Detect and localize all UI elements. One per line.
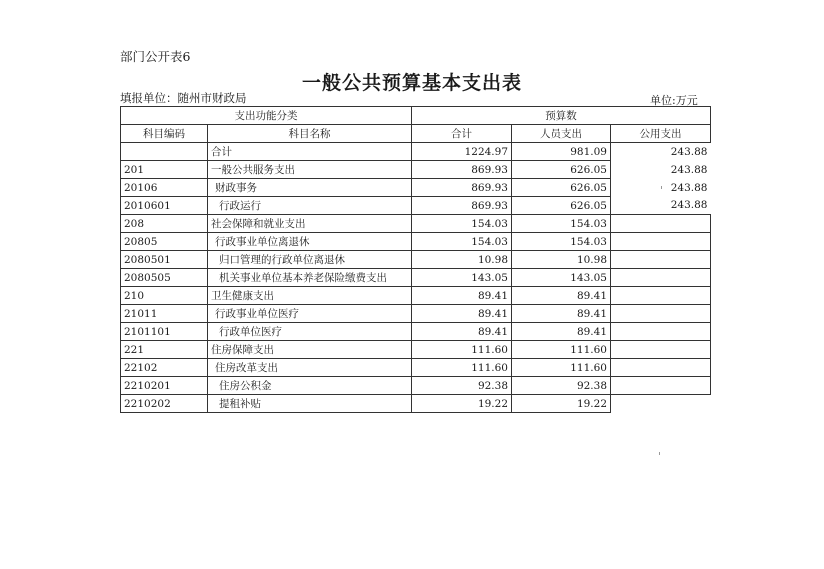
code-cell: 2010601 — [121, 197, 208, 215]
total-cell: 92.38 — [412, 377, 512, 395]
table-row — [121, 143, 711, 161]
code-cell: 2101101 — [121, 323, 208, 341]
personnel-cell: 143.05 — [512, 269, 611, 287]
code-cell: 2210201 — [121, 377, 208, 395]
personnel-cell: 89.41 — [512, 287, 611, 305]
total-cell: 111.60 — [412, 341, 512, 359]
personnel-cell: 19.22 — [512, 395, 611, 413]
personnel-cell: 626.05 — [512, 197, 611, 215]
table-row — [121, 305, 711, 323]
name-cell: 提租补贴 — [208, 395, 412, 413]
public-cell: 243.88 — [670, 163, 708, 176]
public-cell — [611, 305, 711, 323]
total-cell: 1224.97 — [412, 143, 512, 161]
document-label: 部门公开表6 — [120, 49, 191, 64]
total-cell: 89.41 — [412, 323, 512, 341]
personnel-cell: 89.41 — [512, 323, 611, 341]
public-cell: 243.88 — [670, 181, 708, 194]
table-row — [121, 179, 711, 197]
name-cell: 住房公积金 — [208, 377, 412, 395]
header-budget: 预算数 — [412, 107, 711, 125]
name-cell: 行政事业单位离退休 — [208, 233, 412, 251]
header-row-2 — [121, 125, 711, 143]
total-cell: 154.03 — [412, 215, 512, 233]
scan-speck — [659, 452, 660, 455]
public-cell — [611, 341, 711, 359]
total-cell: 89.41 — [412, 287, 512, 305]
table-row — [121, 287, 711, 305]
public-cell — [611, 251, 711, 269]
name-cell: 归口管理的行政单位离退休 — [208, 251, 412, 269]
public-cell: 243.88 — [670, 145, 708, 158]
header-public: 公用支出 — [611, 125, 711, 143]
total-cell: 869.93 — [412, 179, 512, 197]
unit-label: 单位:万元 — [650, 94, 698, 107]
total-cell: 89.41 — [412, 305, 512, 323]
header-row-1 — [121, 107, 711, 125]
name-cell: 财政事务 — [208, 179, 412, 197]
public-cell — [611, 287, 711, 305]
scan-speck — [661, 186, 662, 189]
total-cell: 111.60 — [412, 359, 512, 377]
total-cell: 143.05 — [412, 269, 512, 287]
public-cell — [611, 233, 711, 251]
name-cell: 行政单位医疗 — [208, 323, 412, 341]
code-cell: 2080505 — [121, 269, 208, 287]
filling-unit: 填报单位：随州市财政局 — [120, 91, 247, 105]
code-cell: 2210202 — [121, 395, 208, 413]
table-row — [121, 341, 711, 359]
table-row — [121, 215, 711, 233]
name-cell: 行政运行 — [208, 197, 412, 215]
name-cell: 社会保障和就业支出 — [208, 215, 412, 233]
personnel-cell: 626.05 — [512, 179, 611, 197]
personnel-cell: 154.03 — [512, 233, 611, 251]
name-cell: 卫生健康支出 — [208, 287, 412, 305]
table-row — [121, 161, 711, 179]
personnel-cell: 111.60 — [512, 359, 611, 377]
code-cell: 210 — [121, 287, 208, 305]
code-cell — [121, 143, 208, 161]
personnel-cell: 111.60 — [512, 341, 611, 359]
public-cell — [611, 323, 711, 341]
name-cell: 行政事业单位医疗 — [208, 305, 412, 323]
header-total: 合计 — [412, 125, 512, 143]
total-cell: 10.98 — [412, 251, 512, 269]
public-cell — [611, 215, 711, 233]
code-cell: 20805 — [121, 233, 208, 251]
code-cell: 21011 — [121, 305, 208, 323]
page-title: 一般公共预算基本支出表 — [301, 72, 522, 94]
total-cell: 19.22 — [412, 395, 512, 413]
personnel-cell: 154.03 — [512, 215, 611, 233]
header-func-class: 支出功能分类 — [121, 107, 412, 125]
code-cell: 201 — [121, 161, 208, 179]
table-row — [121, 359, 711, 377]
public-cell — [611, 377, 711, 395]
code-cell: 22102 — [121, 359, 208, 377]
name-cell: 一般公共服务支出 — [208, 161, 412, 179]
personnel-cell: 92.38 — [512, 377, 611, 395]
personnel-cell: 626.05 — [512, 161, 611, 179]
total-cell: 869.93 — [412, 197, 512, 215]
header-name: 科目名称 — [208, 125, 412, 143]
personnel-cell: 981.09 — [512, 143, 611, 161]
name-cell: 合计 — [208, 143, 412, 161]
public-cell — [611, 359, 711, 377]
table-row — [121, 197, 711, 215]
code-cell: 208 — [121, 215, 208, 233]
table-row — [121, 233, 711, 251]
header-code: 科目编码 — [121, 125, 208, 143]
name-cell: 住房改革支出 — [208, 359, 412, 377]
name-cell: 住房保障支出 — [208, 341, 412, 359]
personnel-cell: 89.41 — [512, 305, 611, 323]
total-cell: 154.03 — [412, 233, 512, 251]
table-row — [121, 251, 711, 269]
code-cell: 20106 — [121, 179, 208, 197]
public-cell — [611, 269, 711, 287]
public-cell: 243.88 — [670, 199, 708, 212]
table-row — [121, 323, 711, 341]
personnel-cell: 10.98 — [512, 251, 611, 269]
table-row — [121, 377, 711, 395]
table-row — [121, 269, 711, 287]
budget-table — [120, 106, 711, 413]
public-cell — [611, 395, 711, 413]
total-cell: 869.93 — [412, 161, 512, 179]
table-row — [121, 395, 711, 413]
header-personnel: 人员支出 — [512, 125, 611, 143]
name-cell: 机关事业单位基本养老保险缴费支出 — [208, 269, 412, 287]
code-cell: 221 — [121, 341, 208, 359]
code-cell: 2080501 — [121, 251, 208, 269]
